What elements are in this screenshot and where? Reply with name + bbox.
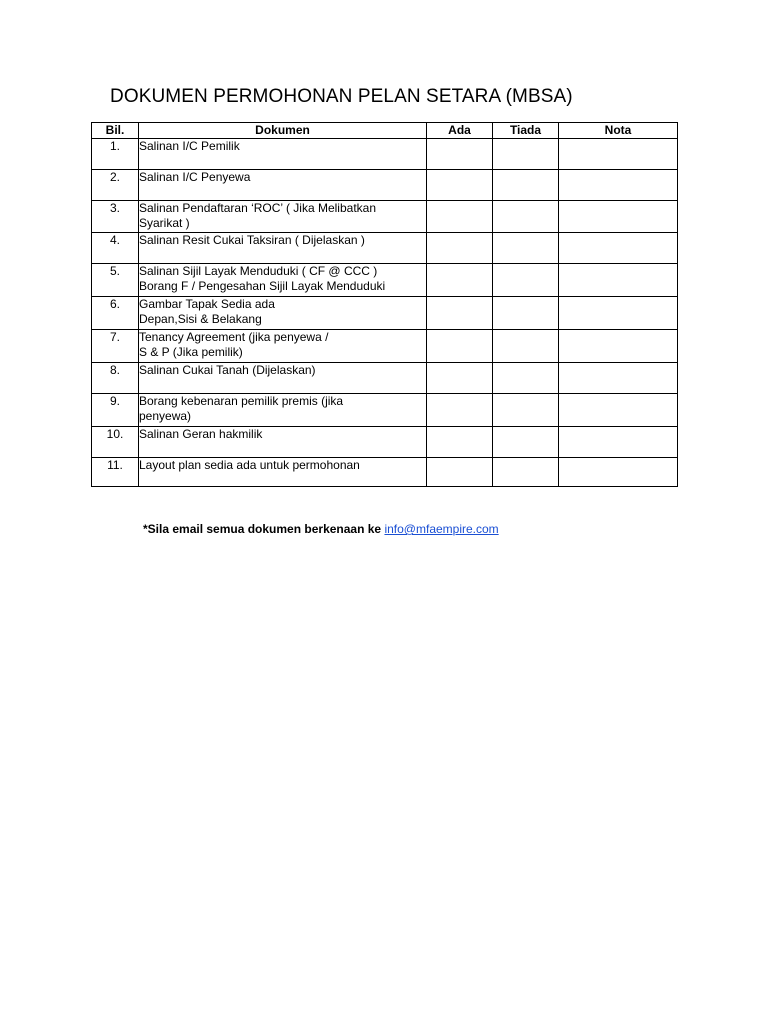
page-title: DOKUMEN PERMOHONAN PELAN SETARA (MBSA) [110,86,573,107]
document-cell [139,394,427,427]
document-line: Layout plan sedia ada untuk permohonan [139,458,360,472]
nota-cell[interactable] [559,201,678,233]
nota-cell[interactable] [559,458,678,487]
document-line: Salinan Resit Cukai Taksiran ( Dijelaskan ) [139,233,365,247]
nota-cell[interactable] [559,264,678,297]
note-text: *Sila email semua dokumen berkenaan ke [143,522,385,536]
document-line: Syarikat ) [139,216,190,230]
tiada-cell[interactable] [493,201,559,233]
document-cell [139,330,427,363]
document-line: penyewa) [139,409,192,423]
table-header-row [92,123,678,139]
document-line: Salinan Pendaftaran ‘ROC’ ( Jika Melibatkan [139,201,377,215]
ada-cell[interactable] [427,330,493,363]
tiada-cell[interactable] [493,139,559,170]
table-row [92,427,678,458]
document-line: Salinan I/C Penyewa [139,170,251,184]
row-number: 2. [92,170,139,201]
nota-cell[interactable] [559,330,678,363]
document-cell [139,427,427,458]
document-cell [139,297,427,330]
header-bil: Bil. [92,123,139,139]
tiada-cell[interactable] [493,330,559,363]
document-line: Borang kebenaran pemilik premis (jika [139,394,344,408]
table-row [92,394,678,427]
ada-cell[interactable] [427,170,493,201]
header-nota: Nota [559,123,678,139]
ada-cell[interactable] [427,264,493,297]
table-row [92,264,678,297]
row-number: 6. [92,297,139,330]
ada-cell[interactable] [427,458,493,487]
row-number: 9. [92,394,139,427]
row-number: 11. [92,458,139,487]
document-cell [139,201,427,233]
table-row [92,201,678,233]
document-line: Salinan I/C Pemilik [139,139,240,153]
row-number: 7. [92,330,139,363]
document-cell [139,363,427,394]
tiada-cell[interactable] [493,458,559,487]
row-number: 10. [92,427,139,458]
nota-cell[interactable] [559,427,678,458]
document-line: Gambar Tapak Sedia ada [139,297,275,311]
nota-cell[interactable] [559,363,678,394]
document-cell [139,264,427,297]
row-number: 1. [92,139,139,170]
header-tiada: Tiada [493,123,559,139]
row-number: 8. [92,363,139,394]
row-number: 4. [92,233,139,264]
email-link[interactable]: info@mfaempire.com [384,522,499,536]
nota-cell[interactable] [559,170,678,201]
tiada-cell[interactable] [493,363,559,394]
email-note [143,522,499,536]
nota-cell[interactable] [559,139,678,170]
row-number: 3. [92,201,139,233]
document-line: Borang F / Pengesahan Sijil Layak Menduduki [139,279,386,293]
tiada-cell[interactable] [493,427,559,458]
document-checklist-table [91,122,678,487]
ada-cell[interactable] [427,297,493,330]
document-cell [139,170,427,201]
nota-cell[interactable] [559,233,678,264]
header-dokumen: Dokumen [139,123,427,139]
table-row [92,297,678,330]
tiada-cell[interactable] [493,233,559,264]
table-row [92,330,678,363]
ada-cell[interactable] [427,363,493,394]
tiada-cell[interactable] [493,297,559,330]
ada-cell[interactable] [427,201,493,233]
document-line: Salinan Sijil Layak Menduduki ( CF @ CCC ) [139,264,378,278]
table-row [92,363,678,394]
document-line: S & P (Jika pemilik) [139,345,243,359]
document-cell [139,139,427,170]
table-row [92,139,678,170]
document-cell [139,233,427,264]
document-line: Salinan Cukai Tanah (Dijelaskan) [139,363,316,377]
tiada-cell[interactable] [493,394,559,427]
document-line: Tenancy Agreement (jika penyewa / [139,330,329,344]
document-line: Salinan Geran hakmilik [139,427,263,441]
document-cell [139,458,427,487]
nota-cell[interactable] [559,297,678,330]
tiada-cell[interactable] [493,264,559,297]
header-ada: Ada [427,123,493,139]
nota-cell[interactable] [559,394,678,427]
table-row [92,170,678,201]
ada-cell[interactable] [427,427,493,458]
ada-cell[interactable] [427,139,493,170]
table-row [92,233,678,264]
table-row [92,458,678,487]
row-number: 5. [92,264,139,297]
document-line: Depan,Sisi & Belakang [139,312,262,326]
tiada-cell[interactable] [493,170,559,201]
ada-cell[interactable] [427,394,493,427]
ada-cell[interactable] [427,233,493,264]
